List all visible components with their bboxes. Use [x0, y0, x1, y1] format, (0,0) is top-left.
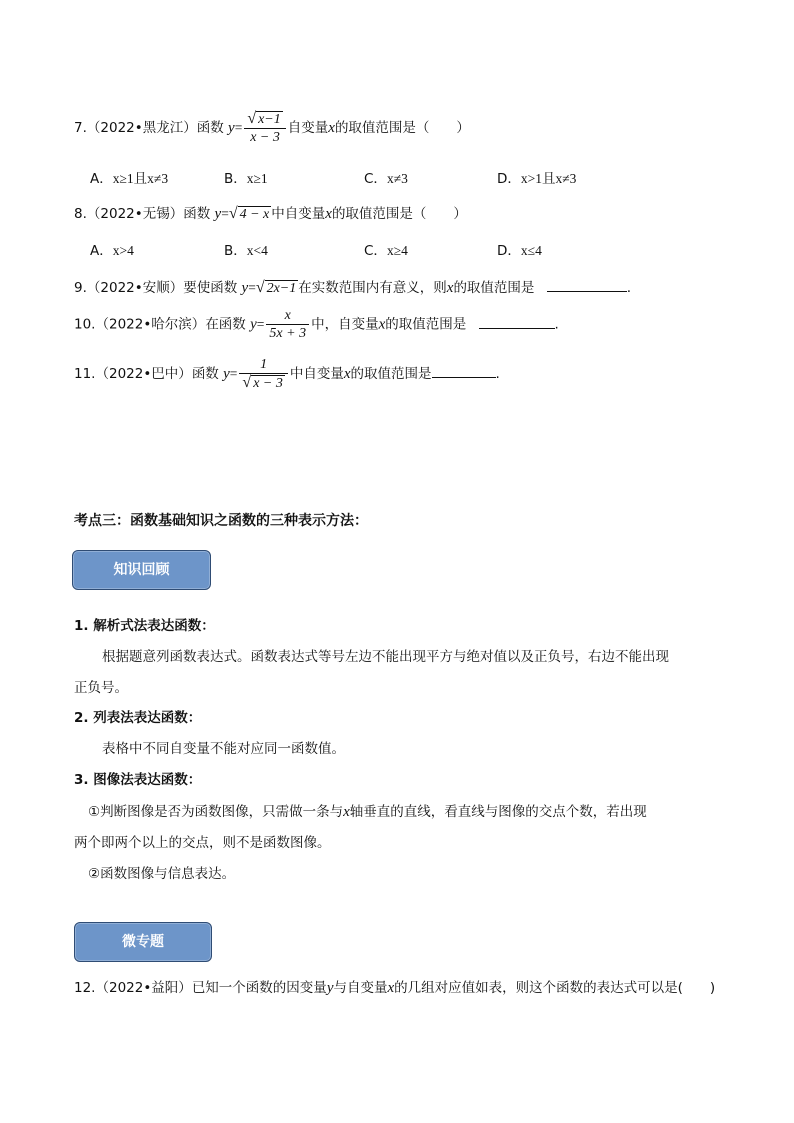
- answer-blank[interactable]: [432, 363, 496, 378]
- sqrt-expression: √ x−1: [247, 110, 281, 127]
- q7-option-c: C．x≠3: [364, 171, 408, 187]
- review-point-2-title: 2. 列表法表达函数：: [74, 710, 202, 726]
- question-source: （2022•安顺）: [86, 280, 184, 296]
- fraction: $\frac{√ x-1}{x - 3}$: [244, 110, 285, 146]
- answer-blank[interactable]: [547, 277, 627, 292]
- question-number: 10.: [74, 316, 96, 333]
- question-source: （2022•巴中）: [95, 366, 192, 382]
- question-8: 8.（2022•无锡）函数 y=√ 4 − x 中自变量x的取值范围是（ ）: [74, 205, 467, 222]
- knowledge-review-badge: 知识回顾: [72, 550, 211, 590]
- question-9: 9.（2022•安顺）要使函数 y=√ 2x−1 在实数范围内有意义，则x的取值范围是 .: [74, 279, 632, 296]
- question-number: 9.: [74, 280, 87, 296]
- q8-option-a: A．x>4: [90, 243, 134, 259]
- review-point-3-text-cont: 两个即两个以上的交点，则不是函数图像。: [74, 835, 331, 851]
- question-source: （2022•益阳）: [95, 980, 192, 996]
- review-point-1-text: 根据题意列函数表达式。函数表达式等号左边不能出现平方与绝对值以及正负号，右边不能出现: [102, 649, 669, 665]
- question-source: （2022•无锡）: [86, 206, 184, 222]
- fraction: $\frac{1}{√ x - 3}$: [239, 356, 287, 392]
- review-point-3-title: 3. 图像法表达函数：: [74, 772, 202, 788]
- sqrt-expression: √ 4 − x: [228, 205, 270, 222]
- q8-option-c: C．x≥4: [364, 243, 408, 259]
- answer-blank[interactable]: [479, 314, 555, 329]
- sqrt-expression: √ 2x−1: [255, 279, 297, 296]
- sqrt-expression: √ x − 3: [242, 374, 283, 391]
- review-point-1-text-cont: 正负号。: [74, 680, 128, 696]
- special-topic-badge: 微专题: [74, 922, 212, 962]
- section-title: 考点三：函数基础知识之函数的三种表示方法：: [74, 513, 368, 529]
- review-point-2-text: 表格中不同自变量不能对应同一函数值。: [102, 741, 345, 757]
- question-12: 12.（2022•益阳）已知一个函数的因变量y与自变量x的几组对应值如表，则这个函数的表达式可以是( ): [74, 980, 716, 996]
- q7-option-a: A．x≥1且x≠3: [90, 171, 169, 187]
- q8-option-d: D．x≤4: [497, 243, 542, 259]
- question-source: （2022•黑龙江）: [86, 120, 197, 136]
- review-point-1-title: 1. 解析式法表达函数：: [74, 618, 215, 634]
- q7-option-b: B．x≥1: [224, 171, 268, 187]
- review-point-3-text: ①判断图像是否为函数图像，只需做一条与x轴垂直的直线，看直线与图像的交点个数，若出现: [88, 804, 647, 820]
- question-7: 7.（2022•黑龙江）函数 y= $\frac{√ x-1}{x - 3}$ 自变量x的取值范围是（ ）: [74, 110, 470, 145]
- question-10: 10.（2022•哈尔滨）在函数 y= $\frac{x}{5x + 3}$ 中，自变量x的取值范围是 .: [74, 308, 559, 341]
- question-11: 11.（2022•巴中）函数 y= $\frac{1}{√ x - 3}$ 中自变量x的取值范围是 .: [74, 357, 500, 391]
- question-source: （2022•哈尔滨）: [95, 316, 206, 333]
- question-number: 8.: [74, 206, 87, 222]
- review-point-3-text-2: ②函数图像与信息表达。: [88, 866, 236, 882]
- question-number: 11.: [74, 366, 96, 382]
- q8-option-b: B．x<4: [224, 243, 268, 259]
- question-number: 12.: [74, 980, 96, 996]
- question-number: 7.: [74, 120, 87, 136]
- q7-option-d: D．x>1且x≠3: [497, 171, 577, 187]
- fraction: $\frac{x}{5x + 3}$: [266, 307, 309, 342]
